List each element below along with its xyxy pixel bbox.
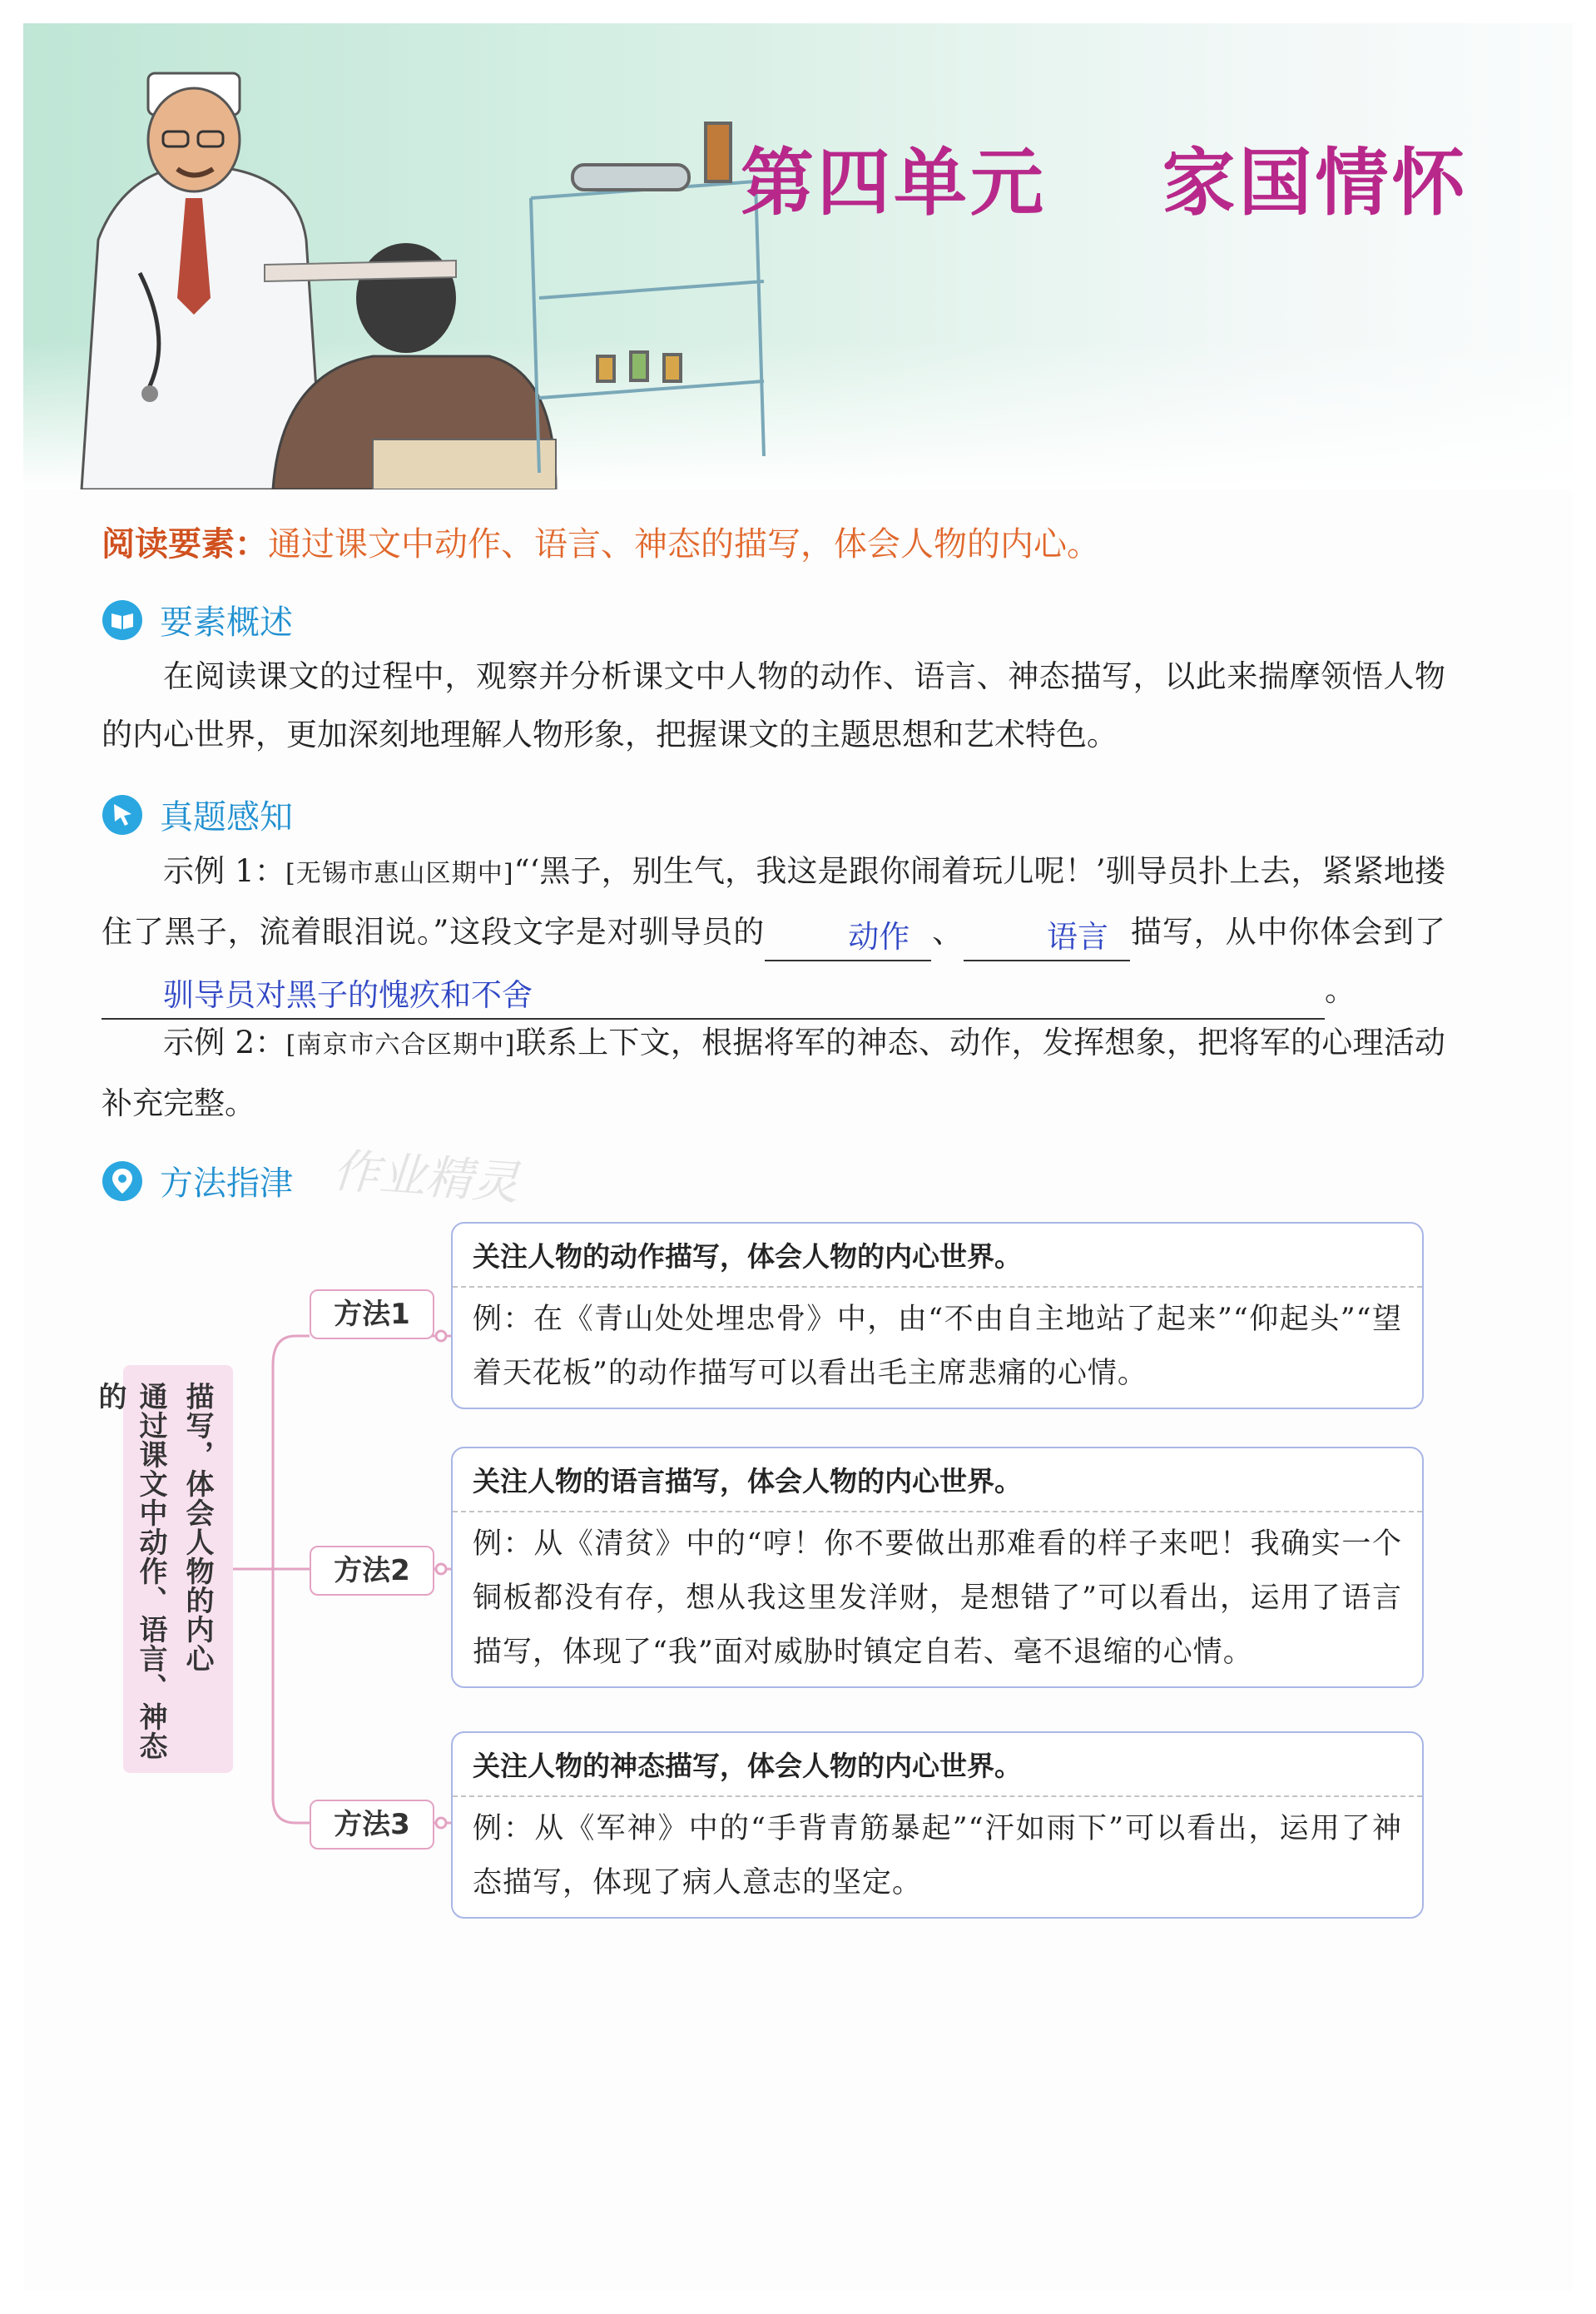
reading-goal-label: 阅读要素：	[102, 525, 268, 564]
example-1-text-a: “‘黑子，别生气，我这是跟你闹着玩儿呢！’驯导员扑上去，紧紧地搂住了黑子，流着眼泪说。”这段文字是对驯导员的	[102, 853, 1445, 950]
method-2-example: 例：从《清贫》中的“哼！你不要做出那难看的样子来吧！我确实一个铜板都没有存，想从我这里发洋财，是想错了”可以看出，运用了语言描写，体现了“我”面对威胁时镇定自若、毫不退缩的心情。	[473, 1527, 1402, 1669]
central-topic-line1: 描写，体会人物的内心	[181, 1382, 214, 1673]
method-tag-3: 方法3	[310, 1800, 434, 1850]
method-3-example: 例：从《军神》中的“手背青筋暴起”“汗如雨下”可以看出，运用了神态描写，体现了病人意志的坚定。	[473, 1812, 1402, 1899]
method-box-1	[451, 1222, 1424, 1409]
example-1-end: 。	[1325, 972, 1356, 1008]
watermark: 作业精灵	[330, 1144, 521, 1211]
central-topic	[93, 1365, 233, 1773]
method-2-heading: 关注人物的语言描写，体会人物的内心世界。	[453, 1448, 1422, 1512]
example-1-sep: 、	[931, 914, 964, 950]
method-3-heading: 关注人物的神态描写，体会人物的内心世界。	[453, 1733, 1422, 1797]
example-1-prefix: 示例 1：	[163, 853, 285, 889]
example-2-text: 联系上下文，根据将军的神态、动作，发挥想象，把将军的心理活动补充完整。	[102, 1025, 1445, 1121]
central-topic-line2: 通过课文中动作、语言、神态的	[93, 1382, 167, 1760]
unit-title: 第四单元 家国情怀	[741, 140, 1469, 226]
method-box-2	[451, 1447, 1424, 1688]
overview-text: 在阅读课文的过程中，观察并分析课文中人物的动作、语言、神态描写，以此来揣摩领悟人物的内心世界，更加深刻地理解人物形象，把握课文的主题思想和艺术特色。	[102, 658, 1445, 752]
section-exam-title: 真题感知	[160, 798, 293, 837]
section-overview-title: 要素概述	[160, 603, 293, 642]
method-1-heading: 关注人物的动作描写，体会人物的内心世界。	[453, 1224, 1422, 1288]
example-1-source: [无锡市惠山区期中]	[285, 859, 514, 888]
method-tag-2: 方法2	[310, 1546, 434, 1596]
method-tag-1: 方法1	[310, 1289, 434, 1339]
answer-blank-3[interactable]: 驯导员对黑子的愧疚和不舍	[102, 973, 1325, 1020]
method-1-example: 例：在《青山处处埋忠骨》中，由“不由自主地站了起来”“仰起头”“望着天花板”的动作描写可以看出毛主席悲痛的心情。	[473, 1303, 1402, 1390]
section-method-title: 方法指津	[160, 1164, 293, 1203]
method-box-3	[451, 1731, 1424, 1919]
example-1-text-b: 描写，从中你体会到了	[1130, 914, 1446, 950]
example-2-prefix: 示例 2：	[163, 1025, 286, 1060]
answer-blank-2[interactable]: 语言	[964, 915, 1130, 961]
reading-goal-text: 通过课文中动作、语言、神态的描写，体会人物的内心。	[268, 525, 1100, 564]
example-2-source: [南京市六合区期中]	[285, 1030, 516, 1060]
answer-blank-1[interactable]: 动作	[765, 915, 931, 961]
